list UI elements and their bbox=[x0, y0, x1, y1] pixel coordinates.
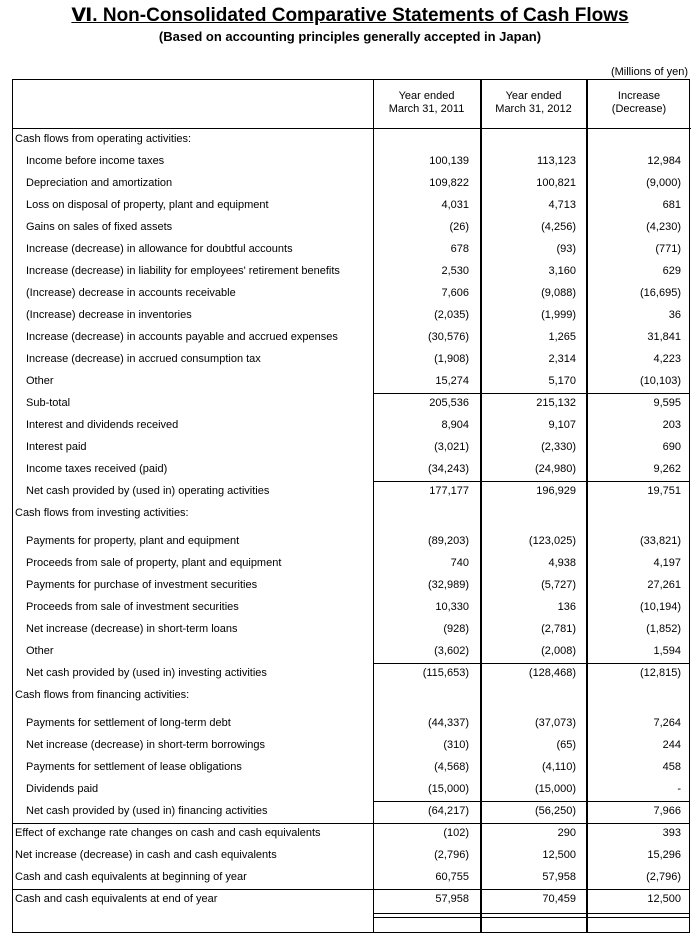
table-row bbox=[13, 531, 689, 553]
page-subtitle: (Based on accounting principles generally accepted in Japan) bbox=[158, 29, 542, 44]
row-label: Income taxes received (paid) bbox=[26, 463, 168, 475]
row-value: (4,230) bbox=[646, 221, 681, 233]
column-header-increase bbox=[587, 90, 691, 116]
table-row bbox=[13, 713, 689, 735]
cash-flow-table bbox=[12, 79, 690, 933]
table-row bbox=[13, 641, 689, 663]
table-row bbox=[13, 553, 689, 575]
row-value: (3,021) bbox=[434, 441, 469, 453]
row-label: Proceeds from sale of property, plant and equipment bbox=[26, 557, 282, 569]
row-value: 15,274 bbox=[435, 375, 469, 387]
row-label: Net increase (decrease) in short-term loans bbox=[26, 623, 238, 635]
table-row bbox=[13, 173, 689, 195]
row-value: (2,796) bbox=[434, 849, 469, 861]
row-value: (56,250) bbox=[535, 805, 576, 817]
row-value: 4,031 bbox=[441, 199, 469, 211]
table-row bbox=[13, 889, 689, 911]
row-label: Payments for purchase of investment securities bbox=[26, 579, 258, 591]
table-row bbox=[13, 459, 689, 481]
row-value: (115,653) bbox=[422, 667, 469, 679]
row-value: 10,330 bbox=[435, 601, 469, 613]
row-value: (12,815) bbox=[640, 667, 681, 679]
row-value: (5,727) bbox=[541, 579, 576, 591]
row-value: (3,602) bbox=[434, 645, 469, 657]
table-row bbox=[13, 239, 689, 261]
row-value: (64,217) bbox=[428, 805, 469, 817]
table-row bbox=[13, 597, 689, 619]
table-row bbox=[13, 305, 689, 327]
row-label: Net cash provided by (used in) financing activities bbox=[26, 805, 268, 817]
row-value: - bbox=[677, 783, 681, 795]
table-row bbox=[13, 283, 689, 305]
row-value: 177,177 bbox=[429, 485, 469, 497]
row-value: 290 bbox=[557, 827, 576, 839]
row-label: Cash and cash equivalents at beginning of year bbox=[15, 871, 247, 883]
row-label: (Increase) decrease in inventories bbox=[26, 309, 192, 321]
row-label: Depreciation and amortization bbox=[26, 177, 173, 189]
row-value: (4,110) bbox=[541, 761, 576, 773]
row-value: 36 bbox=[668, 309, 681, 321]
row-value: 5,170 bbox=[548, 375, 576, 387]
table-row bbox=[13, 371, 689, 393]
table-row bbox=[13, 779, 689, 801]
row-label: Interest and dividends received bbox=[26, 419, 179, 431]
row-value: (15,000) bbox=[428, 783, 469, 795]
row-value: 7,264 bbox=[653, 717, 681, 729]
row-value: 3,160 bbox=[548, 265, 576, 277]
row-value: 12,984 bbox=[647, 155, 681, 167]
table-row bbox=[13, 393, 689, 415]
row-value: 12,500 bbox=[647, 893, 681, 905]
row-value: 9,262 bbox=[653, 463, 681, 475]
row-value: (93) bbox=[556, 243, 576, 255]
row-value: 678 bbox=[450, 243, 469, 255]
table-row bbox=[13, 575, 689, 597]
row-label: Net cash provided by (used in) operating activities bbox=[26, 485, 270, 497]
row-value: 629 bbox=[662, 265, 681, 277]
row-value: (16,695) bbox=[640, 287, 681, 299]
row-value: 4,223 bbox=[653, 353, 681, 365]
table-row bbox=[13, 195, 689, 217]
row-value: 31,841 bbox=[647, 331, 681, 343]
row-value: 57,958 bbox=[435, 893, 469, 905]
row-label: Payments for settlement of lease obligations bbox=[26, 761, 242, 773]
table-row bbox=[13, 801, 689, 823]
row-value: 244 bbox=[662, 739, 681, 751]
total-double-rule bbox=[373, 913, 689, 918]
row-label: Payments for property, plant and equipment bbox=[26, 535, 240, 547]
row-value: 7,966 bbox=[653, 805, 681, 817]
row-label: Other bbox=[26, 375, 54, 387]
row-value: 60,755 bbox=[435, 871, 469, 883]
row-value: 740 bbox=[450, 557, 469, 569]
table-row bbox=[13, 823, 689, 845]
row-label: Net increase (decrease) in cash and cash equivalents bbox=[15, 849, 277, 861]
row-value: 2,530 bbox=[441, 265, 469, 277]
table-row bbox=[13, 757, 689, 779]
table-row bbox=[13, 619, 689, 641]
row-label: Increase (decrease) in allowance for doubtful accounts bbox=[26, 243, 293, 255]
row-value: (4,568) bbox=[434, 761, 469, 773]
row-value: (33,821) bbox=[640, 535, 681, 547]
row-value: 27,261 bbox=[647, 579, 681, 591]
row-label: (Increase) decrease in accounts receivable bbox=[26, 287, 236, 299]
table-row bbox=[13, 261, 689, 283]
row-value: (24,980) bbox=[535, 463, 576, 475]
row-value: 681 bbox=[662, 199, 681, 211]
row-label: Effect of exchange rate changes on cash and cash equivalents bbox=[15, 827, 321, 839]
table-row bbox=[13, 867, 689, 889]
section-header-row bbox=[13, 685, 689, 707]
page-title bbox=[0, 4, 700, 27]
row-value: (2,035) bbox=[434, 309, 469, 321]
row-value: (9,088) bbox=[541, 287, 576, 299]
row-value: (2,330) bbox=[541, 441, 576, 453]
unit-label: (Millions of yen) bbox=[610, 66, 688, 78]
row-value: 109,822 bbox=[429, 177, 469, 189]
row-value: 196,929 bbox=[536, 485, 576, 497]
row-value: 4,938 bbox=[548, 557, 576, 569]
row-value: 215,132 bbox=[536, 397, 576, 409]
table-row bbox=[13, 663, 689, 685]
section-header-row bbox=[13, 129, 689, 151]
table-row bbox=[13, 327, 689, 349]
row-value: 57,958 bbox=[542, 871, 576, 883]
table-row bbox=[13, 481, 689, 503]
row-value: 100,821 bbox=[536, 177, 576, 189]
row-label: Payments for settlement of long-term debt bbox=[26, 717, 231, 729]
row-label: Increase (decrease) in accrued consumption tax bbox=[26, 353, 261, 365]
row-label: Net increase (decrease) in short-term borrowings bbox=[26, 739, 266, 751]
row-value: 15,296 bbox=[647, 849, 681, 861]
row-value: 393 bbox=[662, 827, 681, 839]
row-label: Income before income taxes bbox=[26, 155, 165, 167]
row-value: (65) bbox=[556, 739, 576, 751]
column-header-2011 bbox=[373, 90, 480, 116]
row-label: Cash flows from investing activities: bbox=[15, 507, 189, 519]
row-label: Cash and cash equivalents at end of year bbox=[15, 893, 218, 905]
row-value: 4,197 bbox=[653, 557, 681, 569]
row-value: 113,123 bbox=[537, 155, 576, 167]
row-label: Cash flows from operating activities: bbox=[15, 133, 192, 145]
column-header-line: (Decrease) bbox=[611, 103, 667, 115]
column-header-2012 bbox=[481, 90, 586, 116]
row-value: (26) bbox=[449, 221, 469, 233]
row-value: (37,073) bbox=[535, 717, 576, 729]
row-value: (128,468) bbox=[528, 667, 576, 679]
row-value: (1,852) bbox=[646, 623, 681, 635]
row-value: (2,781) bbox=[541, 623, 576, 635]
row-value: 70,459 bbox=[542, 893, 576, 905]
row-value: (9,000) bbox=[646, 177, 681, 189]
row-value: 4,713 bbox=[548, 199, 576, 211]
row-value: 1,265 bbox=[548, 331, 576, 343]
row-value: 203 bbox=[662, 419, 681, 431]
table-row bbox=[13, 217, 689, 239]
row-label: Dividends paid bbox=[26, 783, 99, 795]
row-value: (1,999) bbox=[541, 309, 576, 321]
row-value: 205,536 bbox=[429, 397, 469, 409]
row-value: 1,594 bbox=[653, 645, 681, 657]
row-value: 690 bbox=[662, 441, 681, 453]
table-row bbox=[13, 845, 689, 867]
row-label: Sub-total bbox=[26, 397, 71, 409]
row-label: Gains on sales of fixed assets bbox=[26, 221, 173, 233]
row-value: (1,908) bbox=[434, 353, 469, 365]
table-row bbox=[13, 437, 689, 459]
row-value: 100,139 bbox=[429, 155, 469, 167]
row-value: (2,008) bbox=[541, 645, 576, 657]
row-value: 12,500 bbox=[542, 849, 576, 861]
column-header-line: March 31, 2011 bbox=[388, 103, 465, 115]
table-row bbox=[13, 349, 689, 371]
row-value: (928) bbox=[443, 623, 469, 635]
row-value: 19,751 bbox=[647, 485, 681, 497]
row-value: 8,904 bbox=[441, 419, 469, 431]
page-title-text: Ⅵ. Non-Consolidated Comparative Statements of Cash Flows bbox=[71, 5, 629, 26]
section-header-row bbox=[13, 503, 689, 525]
row-value: 7,606 bbox=[441, 287, 469, 299]
row-value: (34,243) bbox=[428, 463, 469, 475]
row-label: Other bbox=[26, 645, 54, 657]
row-value: 2,314 bbox=[548, 353, 576, 365]
row-value: (771) bbox=[655, 243, 681, 255]
row-value: (310) bbox=[443, 739, 469, 751]
row-value: 9,107 bbox=[548, 419, 576, 431]
column-header-line: Year ended bbox=[398, 90, 455, 102]
row-value: (89,203) bbox=[428, 535, 469, 547]
row-value: (102) bbox=[443, 827, 469, 839]
row-value: 458 bbox=[662, 761, 681, 773]
row-value: (123,025) bbox=[528, 535, 576, 547]
row-label: Increase (decrease) in liability for employees' retirement benefits bbox=[26, 265, 340, 277]
row-value: (10,194) bbox=[640, 601, 681, 613]
row-value: (2,796) bbox=[646, 871, 681, 883]
column-header-line: Year ended bbox=[505, 90, 562, 102]
row-label: Proceeds from sale of investment securities bbox=[26, 601, 239, 613]
row-label: Interest paid bbox=[26, 441, 87, 453]
row-value: (30,576) bbox=[428, 331, 469, 343]
column-header-line: March 31, 2012 bbox=[495, 103, 572, 115]
row-value: (10,103) bbox=[640, 375, 681, 387]
row-value: (32,989) bbox=[428, 579, 469, 591]
row-label: Increase (decrease) in accounts payable and accrued expenses bbox=[26, 331, 338, 343]
row-value: (15,000) bbox=[535, 783, 576, 795]
row-value: 136 bbox=[557, 601, 576, 613]
row-label: Net cash provided by (used in) investing activities bbox=[26, 667, 267, 679]
table-row bbox=[13, 415, 689, 437]
row-value: (4,256) bbox=[541, 221, 576, 233]
row-label: Cash flows from financing activities: bbox=[15, 689, 190, 701]
table-row bbox=[13, 151, 689, 173]
table-row bbox=[13, 735, 689, 757]
row-value: (44,337) bbox=[428, 717, 469, 729]
row-label: Loss on disposal of property, plant and equipment bbox=[26, 199, 269, 211]
row-value: 9,595 bbox=[653, 397, 681, 409]
column-header-line: Increase bbox=[617, 90, 661, 102]
